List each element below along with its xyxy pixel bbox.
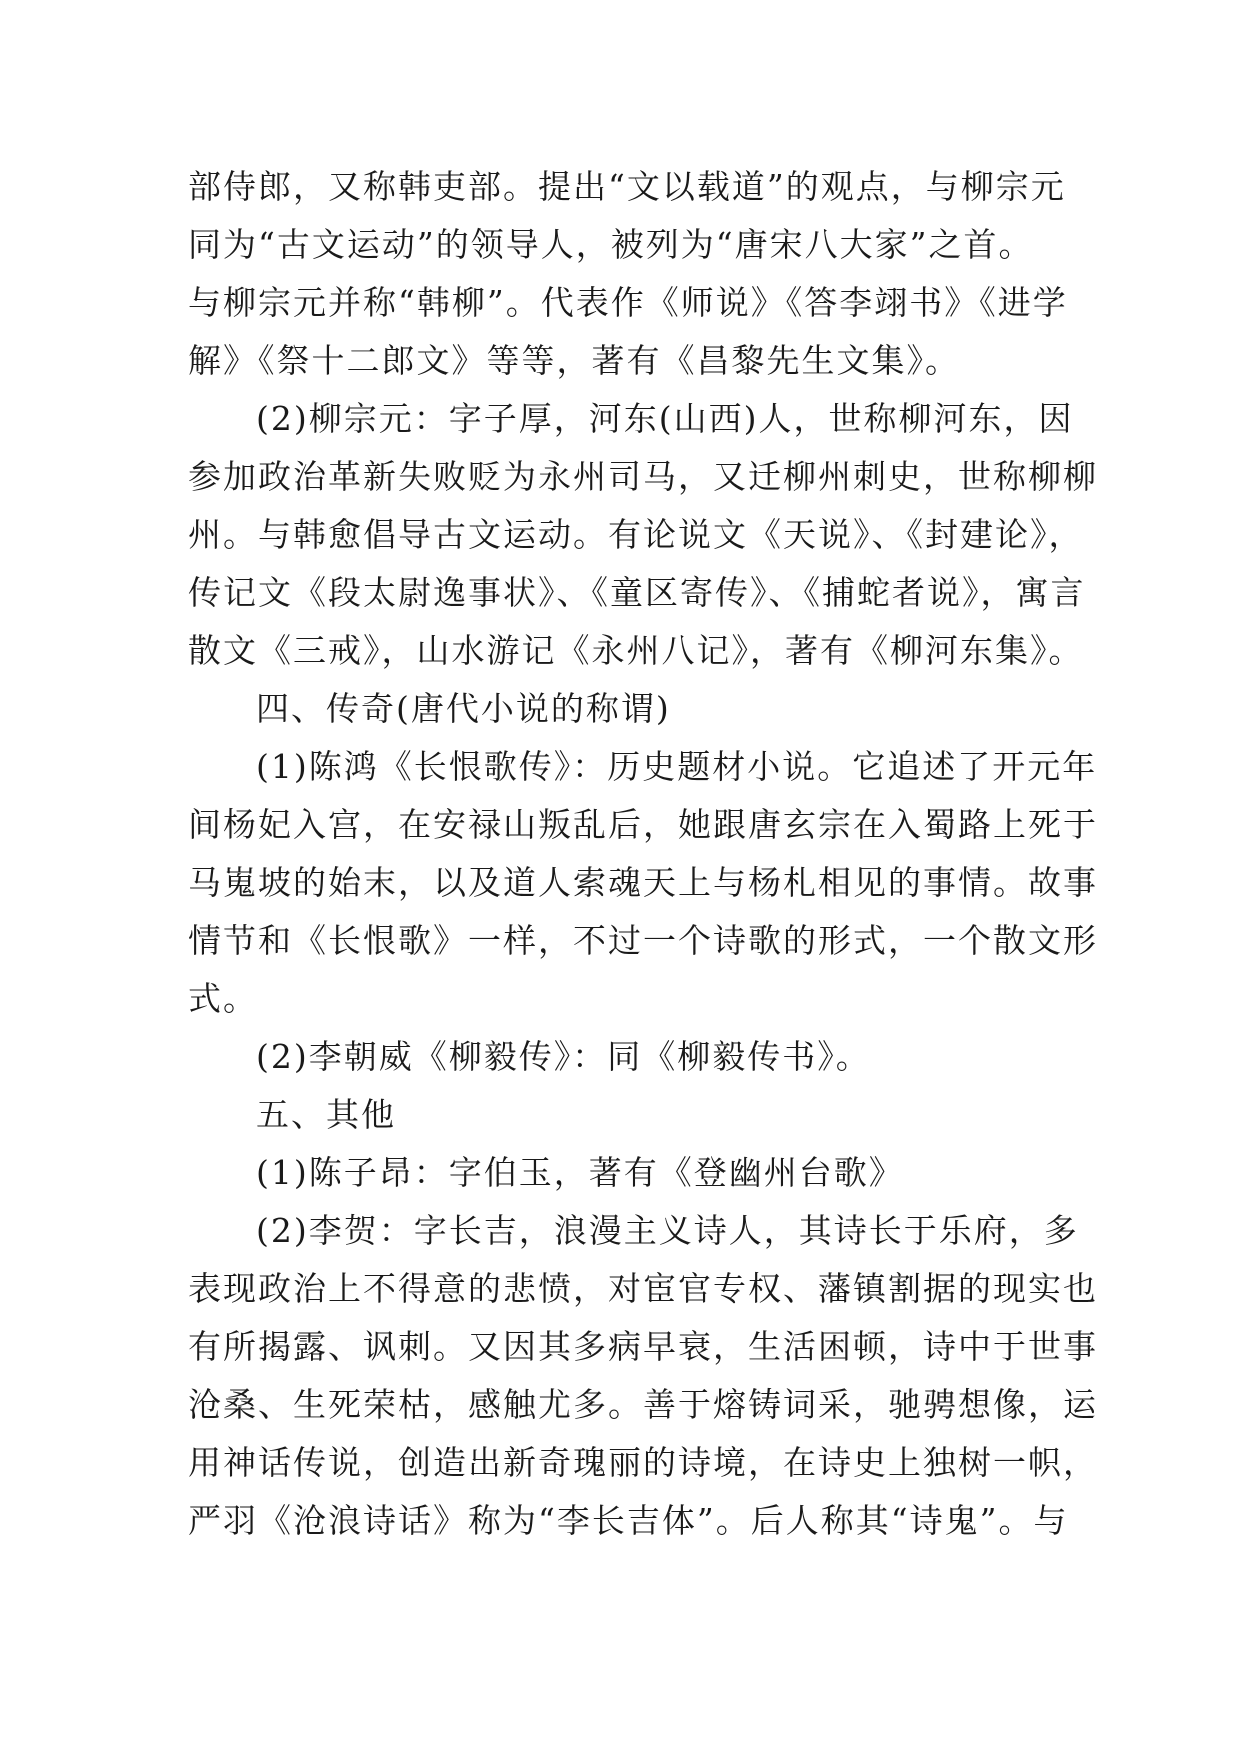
- paragraph-start-liu-zongyuan: (2)柳宗元：字子厚，河东(山西)人，世称柳河东，因: [256, 399, 1074, 438]
- text-line: 用神话传说，创造出新奇瑰丽的诗境，在诗史上独树一帜，: [188, 1443, 1098, 1482]
- text-line: 有所揭露、讽刺。又因其多病早衰，生活困顿，诗中于世事: [188, 1327, 1098, 1366]
- text-line: 严羽《沧浪诗话》称为“李长吉体”。后人称其“诗鬼”。与: [188, 1501, 1069, 1540]
- text-line: 情节和《长恨歌》一样，不过一个诗歌的形式，一个散文形: [188, 921, 1098, 960]
- paragraph-start-li-he: (2)李贺：字长吉，浪漫主义诗人，其诗长于乐府，多: [256, 1211, 1079, 1250]
- section-heading-other: 五、其他: [256, 1095, 396, 1134]
- text-line: 同为“古文运动”的领导人，被列为“唐宋八大家”之首。: [188, 225, 1034, 264]
- body-text: [188, 158, 1098, 1550]
- text-line: 州。与韩愈倡导古文运动。有论说文《天说》、《封建论》，: [188, 515, 1084, 554]
- text-line: 传记文《段太尉逸事状》、《童区寄传》、《捕蛇者说》，寓言: [188, 573, 1086, 612]
- text-line: 沧桑、生死荣枯，感触尤多。善于熔铸词采，驰骋想像，运: [188, 1385, 1098, 1424]
- text-line: 参加政治革新失败贬为永州司马，又迁柳州刺史，世称柳柳: [188, 457, 1098, 496]
- text-line: 表现政治上不得意的悲愤，对宦官专权、藩镇割据的现实也: [188, 1269, 1098, 1308]
- paragraph-chen-ziang: (1)陈子昂：字伯玉，著有《登幽州台歌》: [256, 1153, 904, 1192]
- text-line: 散文《三戒》，山水游记《永州八记》，著有《柳河东集》。: [188, 631, 1084, 670]
- paragraph-start-chen-hong: (1)陈鸿《长恨歌传》：历史题材小说。它追述了开元年: [256, 747, 1098, 786]
- text-line: 部侍郎，又称韩吏部。提出“文以载道”的观点，与柳宗元: [188, 167, 1066, 206]
- text-line: 间杨妃入宫，在安禄山叛乱后，她跟唐玄宗在入蜀路上死于: [188, 805, 1098, 844]
- text-line: 与柳宗元并称“韩柳”。代表作《师说》《答李翊书》《进学: [188, 283, 1068, 322]
- paragraph-li-chaowei: (2)李朝威《柳毅传》：同《柳毅传书》。: [256, 1037, 871, 1076]
- section-heading-chuanqi: 四、传奇(唐代小说的称谓): [256, 689, 671, 728]
- text-line: 式。: [188, 979, 258, 1018]
- text-line: 解》《祭十二郎文》等等，著有《昌黎先生文集》。: [188, 341, 960, 380]
- text-line: 马嵬坡的始末，以及道人索魂天上与杨札相见的事情。故事: [188, 863, 1098, 902]
